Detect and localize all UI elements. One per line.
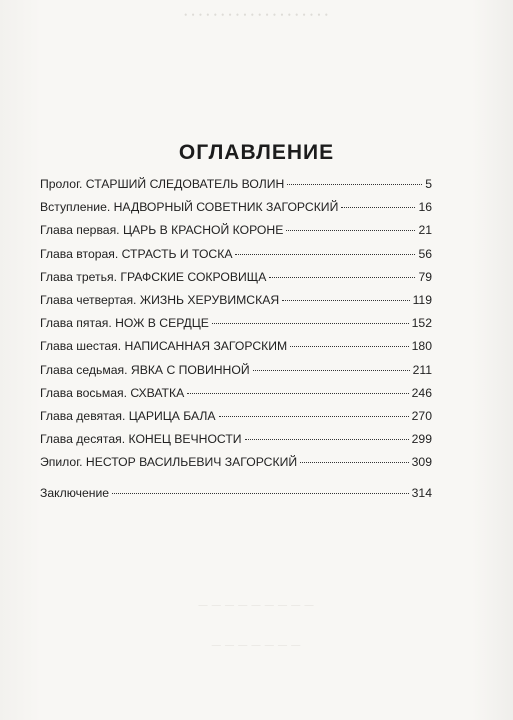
toc-page-number: 270 — [411, 408, 432, 423]
toc-entry[interactable] — [40, 223, 432, 246]
dot-leader — [282, 300, 409, 301]
toc-entry[interactable] — [40, 247, 432, 270]
toc-page-number: 314 — [411, 486, 432, 501]
toc-entry[interactable] — [40, 409, 432, 432]
toc-entry[interactable] — [40, 432, 432, 455]
dot-leader — [212, 323, 409, 324]
toc-entry-label: Глава четвертая. ЖИЗНЬ ХЕРУВИМСКАЯ — [40, 292, 280, 307]
toc-page-number: 119 — [412, 292, 432, 307]
toc-page-number: 5 — [425, 177, 432, 191]
dot-leader — [300, 462, 409, 463]
toc-page-number: 180 — [411, 339, 432, 354]
toc-entry[interactable] — [40, 339, 432, 362]
toc-page-number: 152 — [411, 316, 432, 331]
toc-page-number: 246 — [411, 385, 432, 400]
dot-leader — [235, 254, 415, 255]
page-title: ОГЛАВЛЕНИЕ — [178, 141, 335, 165]
dot-leader — [341, 207, 415, 208]
toc-page-number: 16 — [418, 200, 432, 215]
toc-entry-label: Глава седьмая. ЯВКА С ПОВИННОЙ — [40, 362, 250, 377]
toc-entry-label: Глава вторая. СТРАСТЬ И ТОСКА — [40, 246, 233, 261]
toc-entry[interactable] — [40, 270, 432, 293]
bleed-through-decoration: — — — — — — — — [211, 640, 302, 650]
table-of-contents — [40, 177, 432, 510]
toc-entry-label: Глава пятая. НОЖ В СЕРДЦЕ — [40, 316, 209, 331]
dot-leader — [112, 493, 409, 494]
toc-page-number: 79 — [418, 269, 432, 284]
toc-entry[interactable] — [40, 293, 432, 316]
toc-entry[interactable] — [40, 363, 432, 386]
toc-entry-label: Глава девятая. ЦАРИЦА БАЛА — [40, 408, 216, 423]
toc-entry-label: Глава третья. ГРАФСКИЕ СОКРОВИЩА — [40, 269, 267, 284]
toc-entry[interactable] — [40, 386, 432, 409]
toc-page-number: 299 — [411, 432, 432, 447]
dot-leader — [245, 439, 409, 440]
toc-entry-label: Заключение — [40, 486, 110, 501]
toc-page-number: 21 — [418, 223, 432, 238]
toc-page-number: 56 — [418, 246, 432, 261]
toc-entry-label: Глава первая. ЦАРЬ В КРАСНОЙ КОРОНЕ — [40, 223, 284, 238]
toc-entry[interactable] — [40, 486, 432, 509]
dot-leader — [253, 370, 410, 371]
dot-leader — [287, 184, 422, 185]
toc-entry[interactable] — [40, 177, 432, 200]
dot-leader — [290, 346, 409, 347]
toc-entry-label: Глава шестая. НАПИСАННАЯ ЗАГОРСКИМ — [40, 339, 288, 354]
dot-leader — [269, 277, 415, 278]
bleed-through-decoration: • • • • • • • • • • • • • • • • • • • • — [184, 10, 329, 20]
toc-entry-label: Глава восьмая. СХВАТКА — [40, 385, 185, 400]
bleed-through-decoration: — — — — — — — — — — [198, 600, 315, 610]
dot-leader — [219, 416, 409, 417]
toc-page-number: 211 — [412, 362, 432, 377]
toc-entry[interactable] — [40, 316, 432, 339]
toc-entry-label: Глава десятая. КОНЕЦ ВЕЧНОСТИ — [40, 432, 242, 447]
toc-entry[interactable] — [40, 200, 432, 223]
toc-entry[interactable] — [40, 455, 432, 478]
dot-leader — [187, 393, 408, 394]
toc-entry-label: Пролог. СТАРШИЙ СЛЕДОВАТЕЛЬ ВОЛИН — [40, 177, 285, 191]
dot-leader — [286, 230, 415, 231]
toc-page-number: 309 — [411, 455, 432, 470]
toc-entry-label: Эпилог. НЕСТОР ВАСИЛЬЕВИЧ ЗАГОРСКИЙ — [40, 455, 298, 470]
toc-entry-label: Вступление. НАДВОРНЫЙ СОВЕТНИК ЗАГОРСКИЙ — [40, 200, 339, 215]
